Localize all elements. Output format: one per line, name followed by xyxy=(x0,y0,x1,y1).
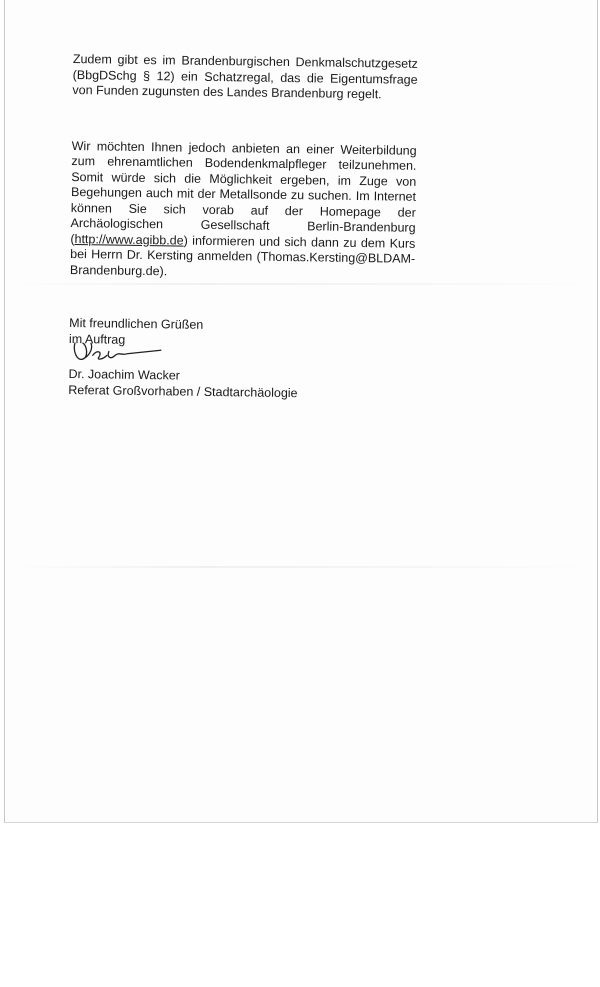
signatory-department: Referat Großvorhaben / Stadtarchäologie xyxy=(68,382,298,400)
paragraph-training-offer xyxy=(70,138,417,282)
closing-greeting: Mit freundlichen Grüßen xyxy=(69,315,204,332)
signatory-name: Dr. Joachim Wacker xyxy=(68,366,180,383)
signature-icon xyxy=(69,337,189,373)
paragraph-text-continued: ) informieren und sich dann zu dem Kurs bei Herrn Dr. Kersting anmelden (Thomas.Kersting@BLDAM-Brandenburg.de). xyxy=(69,233,416,278)
on-behalf-label: im Auftrag xyxy=(68,331,126,347)
paragraph-schatzregal: Zudem gibt es im Brandenburgischen Denkmalschutzgesetz (BbgDSchg § 12) ein Schatzregal, das die Eigentumsfrage von Funden zugunsten des Landes Brandenburg regelt. xyxy=(72,52,418,102)
letter-body xyxy=(68,52,418,403)
handwritten-signature xyxy=(69,345,414,372)
paper-fold-line xyxy=(10,566,590,568)
agibb-link[interactable]: http://www.agibb.de xyxy=(74,231,184,248)
paragraph-text: Wir möchten Ihnen jedoch anbieten an einer Weiterbildung zum ehrenamtlichen Bodendenkmalpfleger teilzunehmen. Somit würde sich die Möglichkeit ergeben, im Zuge von Begehungen auch mit der Metallsonde zu suchen. Im Internet können Sie sich vorab auf der Homepage der Archäologischen Gesellschaft Berlin-Brandenburg ( xyxy=(70,138,417,246)
